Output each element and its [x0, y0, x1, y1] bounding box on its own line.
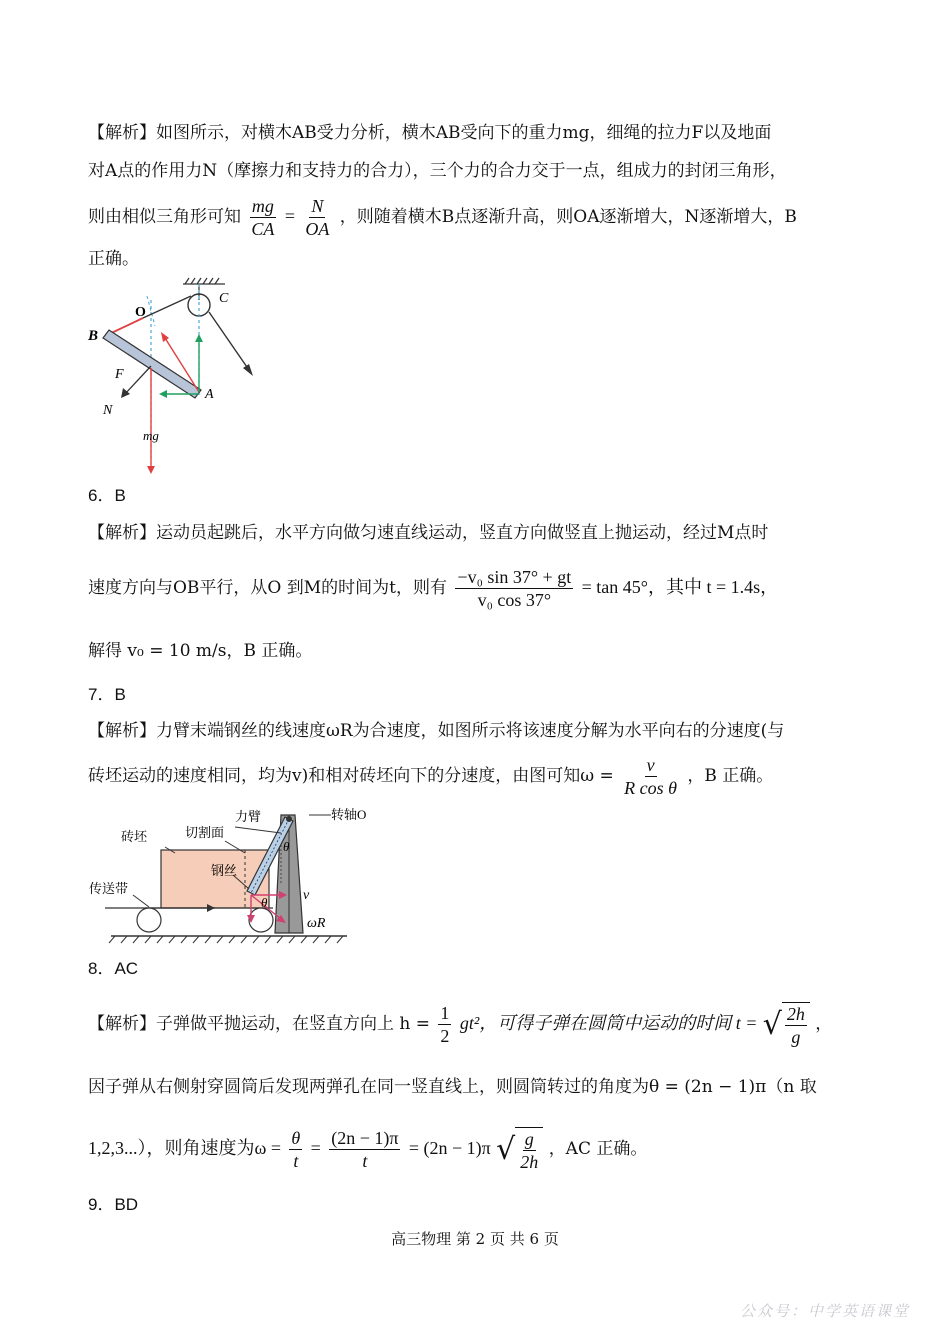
q7-line-2 — [88, 752, 773, 800]
q8-line-3 — [88, 1122, 647, 1175]
fraction-theta-t: $\frac{\theta}{t}$ — [291, 1128, 301, 1171]
q7-line-1: 【解析】力臂末端钢丝的线速度ωR为合速度，如图所示将该速度分解为水平向右的分速度(与 — [88, 721, 785, 741]
q5-line-4: 正确。 — [88, 249, 139, 269]
label-cut-face: 切割面 — [185, 825, 225, 840]
fraction-n-oa: $\frac{N}{OA}$ — [305, 196, 330, 239]
label-v: v — [303, 888, 310, 903]
q6-line-1: 【解析】运动员起跳后，水平方向做匀速直线运动，竖直方向做竖直上抛运动，经过M点时 — [88, 523, 769, 543]
label-b: B — [88, 328, 99, 344]
label-mg: mg — [143, 428, 159, 443]
q6-line-2-end: = tan 45°，其中 t = 1.4s， — [581, 577, 779, 597]
label-a: A — [205, 387, 214, 402]
q5-line-3-start: 则由相似三角形可知 — [88, 207, 241, 227]
label-axis: 转轴O — [331, 807, 367, 822]
q5-line-3-end: ，则随着横木B点逐渐升高，则OA逐渐增大，N逐渐增大，B — [339, 207, 797, 227]
fraction-mg-ca: $\frac{mg}{CA}$ — [251, 196, 275, 239]
q5-line-3 — [88, 192, 797, 241]
q7-answer: 7．B — [88, 685, 126, 704]
label-theta-top: θ — [283, 839, 290, 854]
q8-line-3-end: ，AC 正确。 — [548, 1139, 648, 1159]
ceiling-hatch — [183, 278, 225, 284]
beam-ab — [103, 330, 201, 398]
q8-line-2: 因子弹从右侧射穿圆筒后发现两弹孔在同一竖直线上，则圆筒转过的角度为θ = (2n − 1)π（n 取 — [88, 1077, 817, 1097]
q6-line-3: 解得 v₀ = 10 m/s，B 正确。 — [88, 641, 313, 661]
q8-line-1 — [88, 998, 832, 1049]
label-n: N — [103, 403, 113, 418]
equals-1: = — [310, 1138, 321, 1158]
right-roller — [249, 908, 273, 932]
label-brick: 砖坯 — [121, 829, 148, 844]
fraction-omega: $\frac{v}{\text{R cos θ}}$ — [624, 755, 677, 798]
sqrt-g-over-2h: √ $\frac{g}{2h}$ — [496, 1127, 543, 1173]
q6-answer: 6．B — [88, 486, 126, 505]
fraction-one-half: $\frac{1}{2}$ — [440, 1003, 450, 1046]
q8-line-1-end: ， — [815, 1014, 833, 1034]
label-c: C — [219, 291, 229, 306]
page-footer: 高三物理 第 2 页 共 6 页 — [391, 1230, 559, 1248]
q9-answer: 9．BD — [88, 1195, 139, 1214]
q8-answer: 8．AC — [88, 959, 139, 978]
left-roller — [137, 908, 161, 932]
label-wire: 钢丝 — [211, 863, 238, 878]
q5-line-1: 【解析】如图所示，对横木AB受力分析，横木AB受向下的重力mg，细绳的拉力F以及地面 — [88, 123, 772, 143]
sqrt-2h-over-g: √ $\frac{2h}{g}$ — [763, 1002, 810, 1048]
label-arm: 力臂 — [235, 809, 262, 824]
q7-line-2-start: 砖坯运动的速度相同，均为v)和相对砖坯向下的分速度，由图可知ω = — [88, 766, 614, 786]
fraction-tan-eq: $\frac{\text{−v₀ sin 37° + gt}}{\text{v₀ cos 37°}}$ — [457, 567, 572, 610]
label-omega-r: ωR — [307, 916, 326, 931]
equals-2: = (2n − 1)π — [408, 1138, 491, 1158]
q7-brick-cutting-diagram — [85, 805, 367, 945]
q8-line-1-start: 【解析】子弹做平抛运动，在竖直方向上 h = — [88, 1014, 430, 1034]
label-belt: 传送带 — [89, 881, 129, 896]
q6-line-2 — [88, 562, 778, 613]
watermark: 公众号：中学英语课堂 — [739, 1302, 910, 1320]
q5-force-diagram — [85, 278, 275, 478]
q6-line-2-start: 速度方向与OB平行，从O 到M的时间为t，则有 — [88, 578, 448, 598]
fraction-2n-1-pi-t: $\frac{(2n - 1)\pi}{t}$ — [331, 1128, 399, 1171]
equals-sign: = — [284, 206, 295, 226]
q7-line-2-end: ，B 正确。 — [687, 766, 774, 786]
label-o: O — [135, 305, 146, 320]
q8-line-3-start: 1,2,3...），则角速度为ω = — [88, 1138, 281, 1158]
q5-line-2: 对A点的作用力N（摩擦力和支持力的合力），三个力的合力交于一点，组成力的封闭三角形， — [88, 161, 787, 181]
label-theta-bottom: θ — [261, 895, 268, 910]
q8-line-1-mid: gt²，可得子弹在圆筒中运动的时间 t = — [459, 1013, 758, 1033]
label-f: F — [115, 367, 124, 382]
